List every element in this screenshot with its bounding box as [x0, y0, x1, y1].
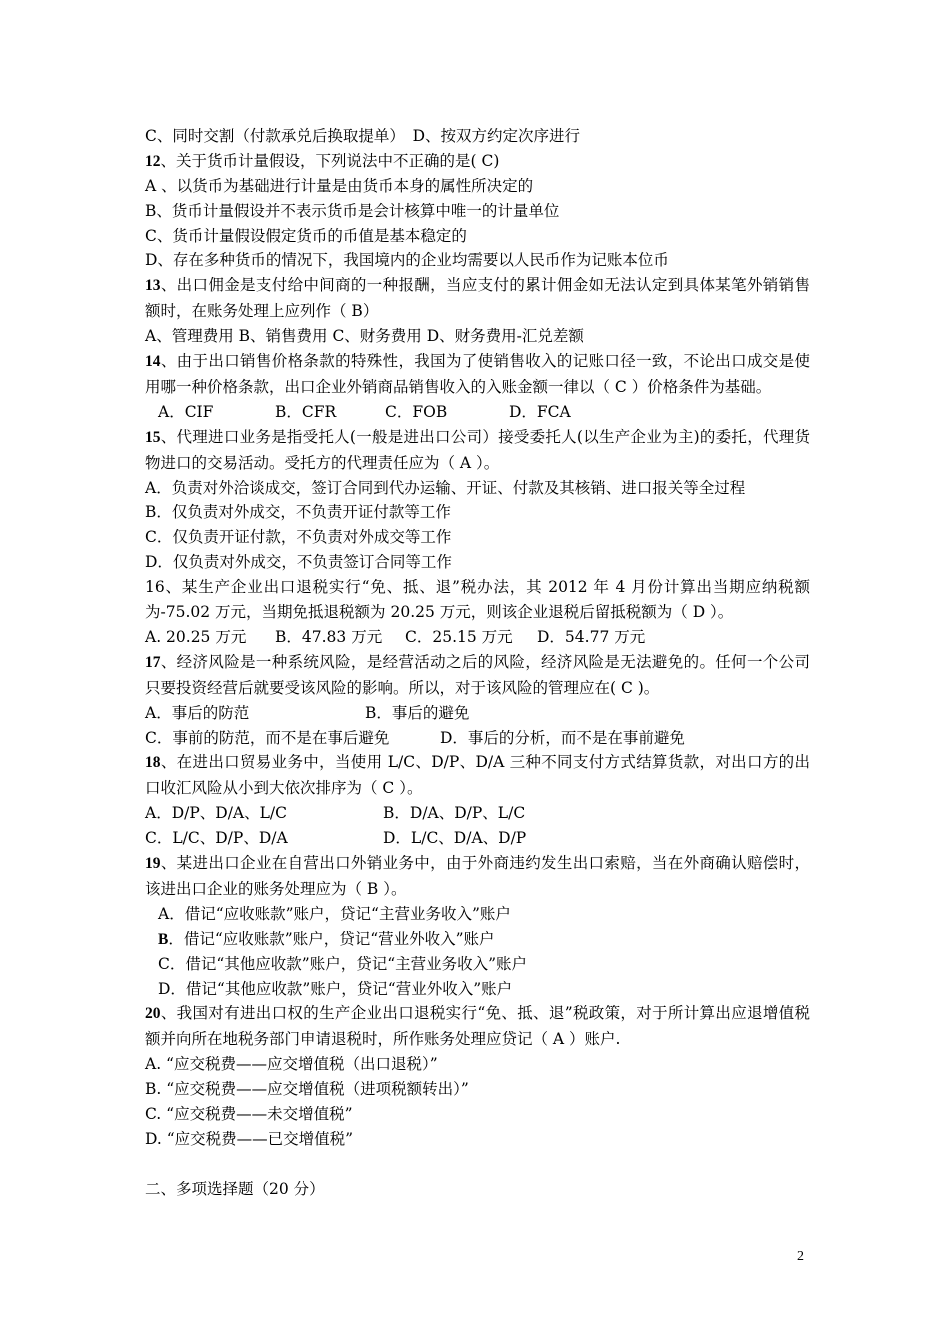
option-b: B．事后的避免 — [365, 703, 470, 722]
option-b: B．CFR — [275, 402, 337, 421]
option-d: D．仅负责对外成交，不负责签订合同等工作 — [145, 553, 452, 572]
question-number: 18 — [145, 754, 161, 772]
option-d: D. “应交税费——已交增值税” — [145, 1129, 354, 1148]
document-page — [145, 124, 810, 1202]
option-b: B．仅负责对外成交，不负责开证付款等工作 — [145, 503, 451, 522]
option-a: A．负责对外洽谈成交，签订合同到代办运输、开证、付款及其核销、进口报关等全过程 — [145, 478, 746, 497]
option-a: A．D/P、D/A、L/C — [145, 804, 287, 823]
question-12 — [145, 149, 810, 174]
option-c: C．事前的防范，而不是在事后避免 — [145, 728, 390, 747]
question-text: 、我国对有进出口权的生产企业出口退税实行“免、抵、退”税政策，对于所计算出应退增值税额并向所在地税务部门申请退税时，所作账务处理应贷记（ A ）账户. — [145, 1004, 810, 1049]
option-c: C．25.15 万元 — [405, 627, 513, 646]
question-text: 、经济风险是一种系统风险，是经营活动之后的风险，经济风险是无法避免的。任何一个公司只要投资经营后就要受该风险的影响。所以，对于该风险的管理应在( C )。 — [145, 652, 810, 697]
option-d: D．借记“其他应收款”账户，贷记“营业外收入”账户 — [158, 979, 513, 998]
option-letter: B — [158, 930, 169, 948]
question-number: 17 — [145, 653, 161, 671]
options-line — [145, 400, 810, 425]
question-18 — [145, 750, 810, 801]
question-text: 、代理进口业务是指受托人(一般是进出口公司）接受委托人(以生产企业为主)的委托，代理货物进口的交易活动。受托方的代理责任应为（ A ）。 — [145, 427, 810, 472]
question-text: 、关于货币计量假设，下列说法中不正确的是( C) — [160, 151, 500, 170]
page-number: 2 — [797, 1249, 804, 1264]
option-a: A．CIF — [158, 402, 214, 421]
question-16: 16、某生产企业出口退税实行“免、抵、退”税办法，其 2012 年 4 月份计算出当期应纳税额为-75.02 万元，当期免抵退税额为 20.25 万元，则该企业退税后留抵税额为（ D ）。 — [145, 578, 810, 622]
option-c: C．FOB — [385, 402, 448, 421]
options-line — [145, 826, 810, 851]
question-14 — [145, 349, 810, 400]
option-a: A. “应交税费——应交增值税（出口退税）” — [145, 1055, 438, 1074]
option-a: A．借记“应收账款”账户，贷记“主营业务收入”账户 — [158, 904, 511, 923]
option-c: C．借记“其他应收款”账户，贷记“主营业务收入”账户 — [158, 954, 528, 973]
option-b: B．D/A、D/P、L/C — [383, 804, 526, 823]
question-number: 19 — [145, 855, 161, 873]
question-number: 15 — [145, 428, 161, 446]
option-d: D．FCA — [509, 402, 571, 421]
option-d: D．L/C、D/A、D/P — [383, 829, 527, 848]
question-number: 20 — [145, 1005, 161, 1023]
question-20 — [145, 1001, 810, 1052]
option-d: D、存在多种货币的情况下，我国境内的企业均需要以人民币作为记账本位币 — [145, 251, 669, 270]
option-c: C. “应交税费——未交增值税” — [145, 1104, 353, 1123]
option-d: D．54.77 万元 — [537, 627, 646, 646]
question-text: 、某进出口企业在自营出口外销业务中，由于外商违约发生出口索赔，当在外商确认赔偿时，该进出口企业的账务处理应为（ B ）。 — [145, 854, 810, 898]
option-b — [145, 927, 810, 952]
question-number: 14 — [145, 353, 161, 371]
options-line — [145, 726, 810, 751]
question-13 — [145, 273, 810, 324]
spacer — [145, 1152, 810, 1177]
question-number: 12 — [145, 152, 161, 170]
options-line — [145, 625, 810, 650]
option-b: B、货币计量假设并不表示货币是会计核算中唯一的计量单位 — [145, 201, 560, 220]
question-15 — [145, 425, 810, 476]
options-line — [145, 701, 810, 726]
question-text: 、出口佣金是支付给中间商的一种报酬，当应支付的累计佣金如无法认定到具体某笔外销销售额时，在账务处理上应列作（ B） — [145, 276, 810, 321]
option-b: B．47.83 万元 — [275, 627, 383, 646]
option-b: B. “应交税费——应交增值税（进项税额转出）” — [145, 1080, 469, 1099]
options-line: A、管理费用 B、销售费用 C、财务费用 D、财务费用-汇兑差额 — [145, 327, 584, 346]
options-line — [145, 801, 810, 826]
option-c: C．仅负责开证付款，不负责对外成交等工作 — [145, 528, 452, 547]
option-text: ．借记“应收账款”账户，贷记“营业外收入”账户 — [168, 929, 495, 948]
option-c: C．L/C、D/P、D/A — [145, 829, 288, 848]
option-d: D．事后的分析，而不是在事前避免 — [440, 728, 685, 747]
question-text: 、由于出口销售价格条款的特殊性，我国为了使销售收入的记账口径一致，不论出口成交是使用哪一种价格条款，出口企业外销商品销售收入的入账金额一律以（ C ）价格条件为基础。 — [145, 352, 810, 396]
section-heading: 二、多项选择题（20 分） — [145, 1179, 325, 1198]
option-a: A 、以货币为基础进行计量是由货币本身的属性所决定的 — [145, 176, 534, 195]
question-text: 、在进出口贸易业务中，当使用 L/C、D/P、D/A 三种不同支付方式结算货款，对出口方的出口收汇风险从小到大依次排序为（ C ）。 — [145, 753, 810, 798]
question-17 — [145, 650, 810, 701]
option-c: C、货币计量假设假定货币的币值是基本稳定的 — [145, 226, 467, 245]
option-a: A．事后的防范 — [145, 703, 250, 722]
question-19 — [145, 851, 810, 902]
option-line: C、同时交割（付款承兑后换取提单） D、按双方约定次序进行 — [145, 127, 581, 145]
question-number: 13 — [145, 277, 161, 295]
option-a: A. 20.25 万元 — [145, 627, 247, 646]
